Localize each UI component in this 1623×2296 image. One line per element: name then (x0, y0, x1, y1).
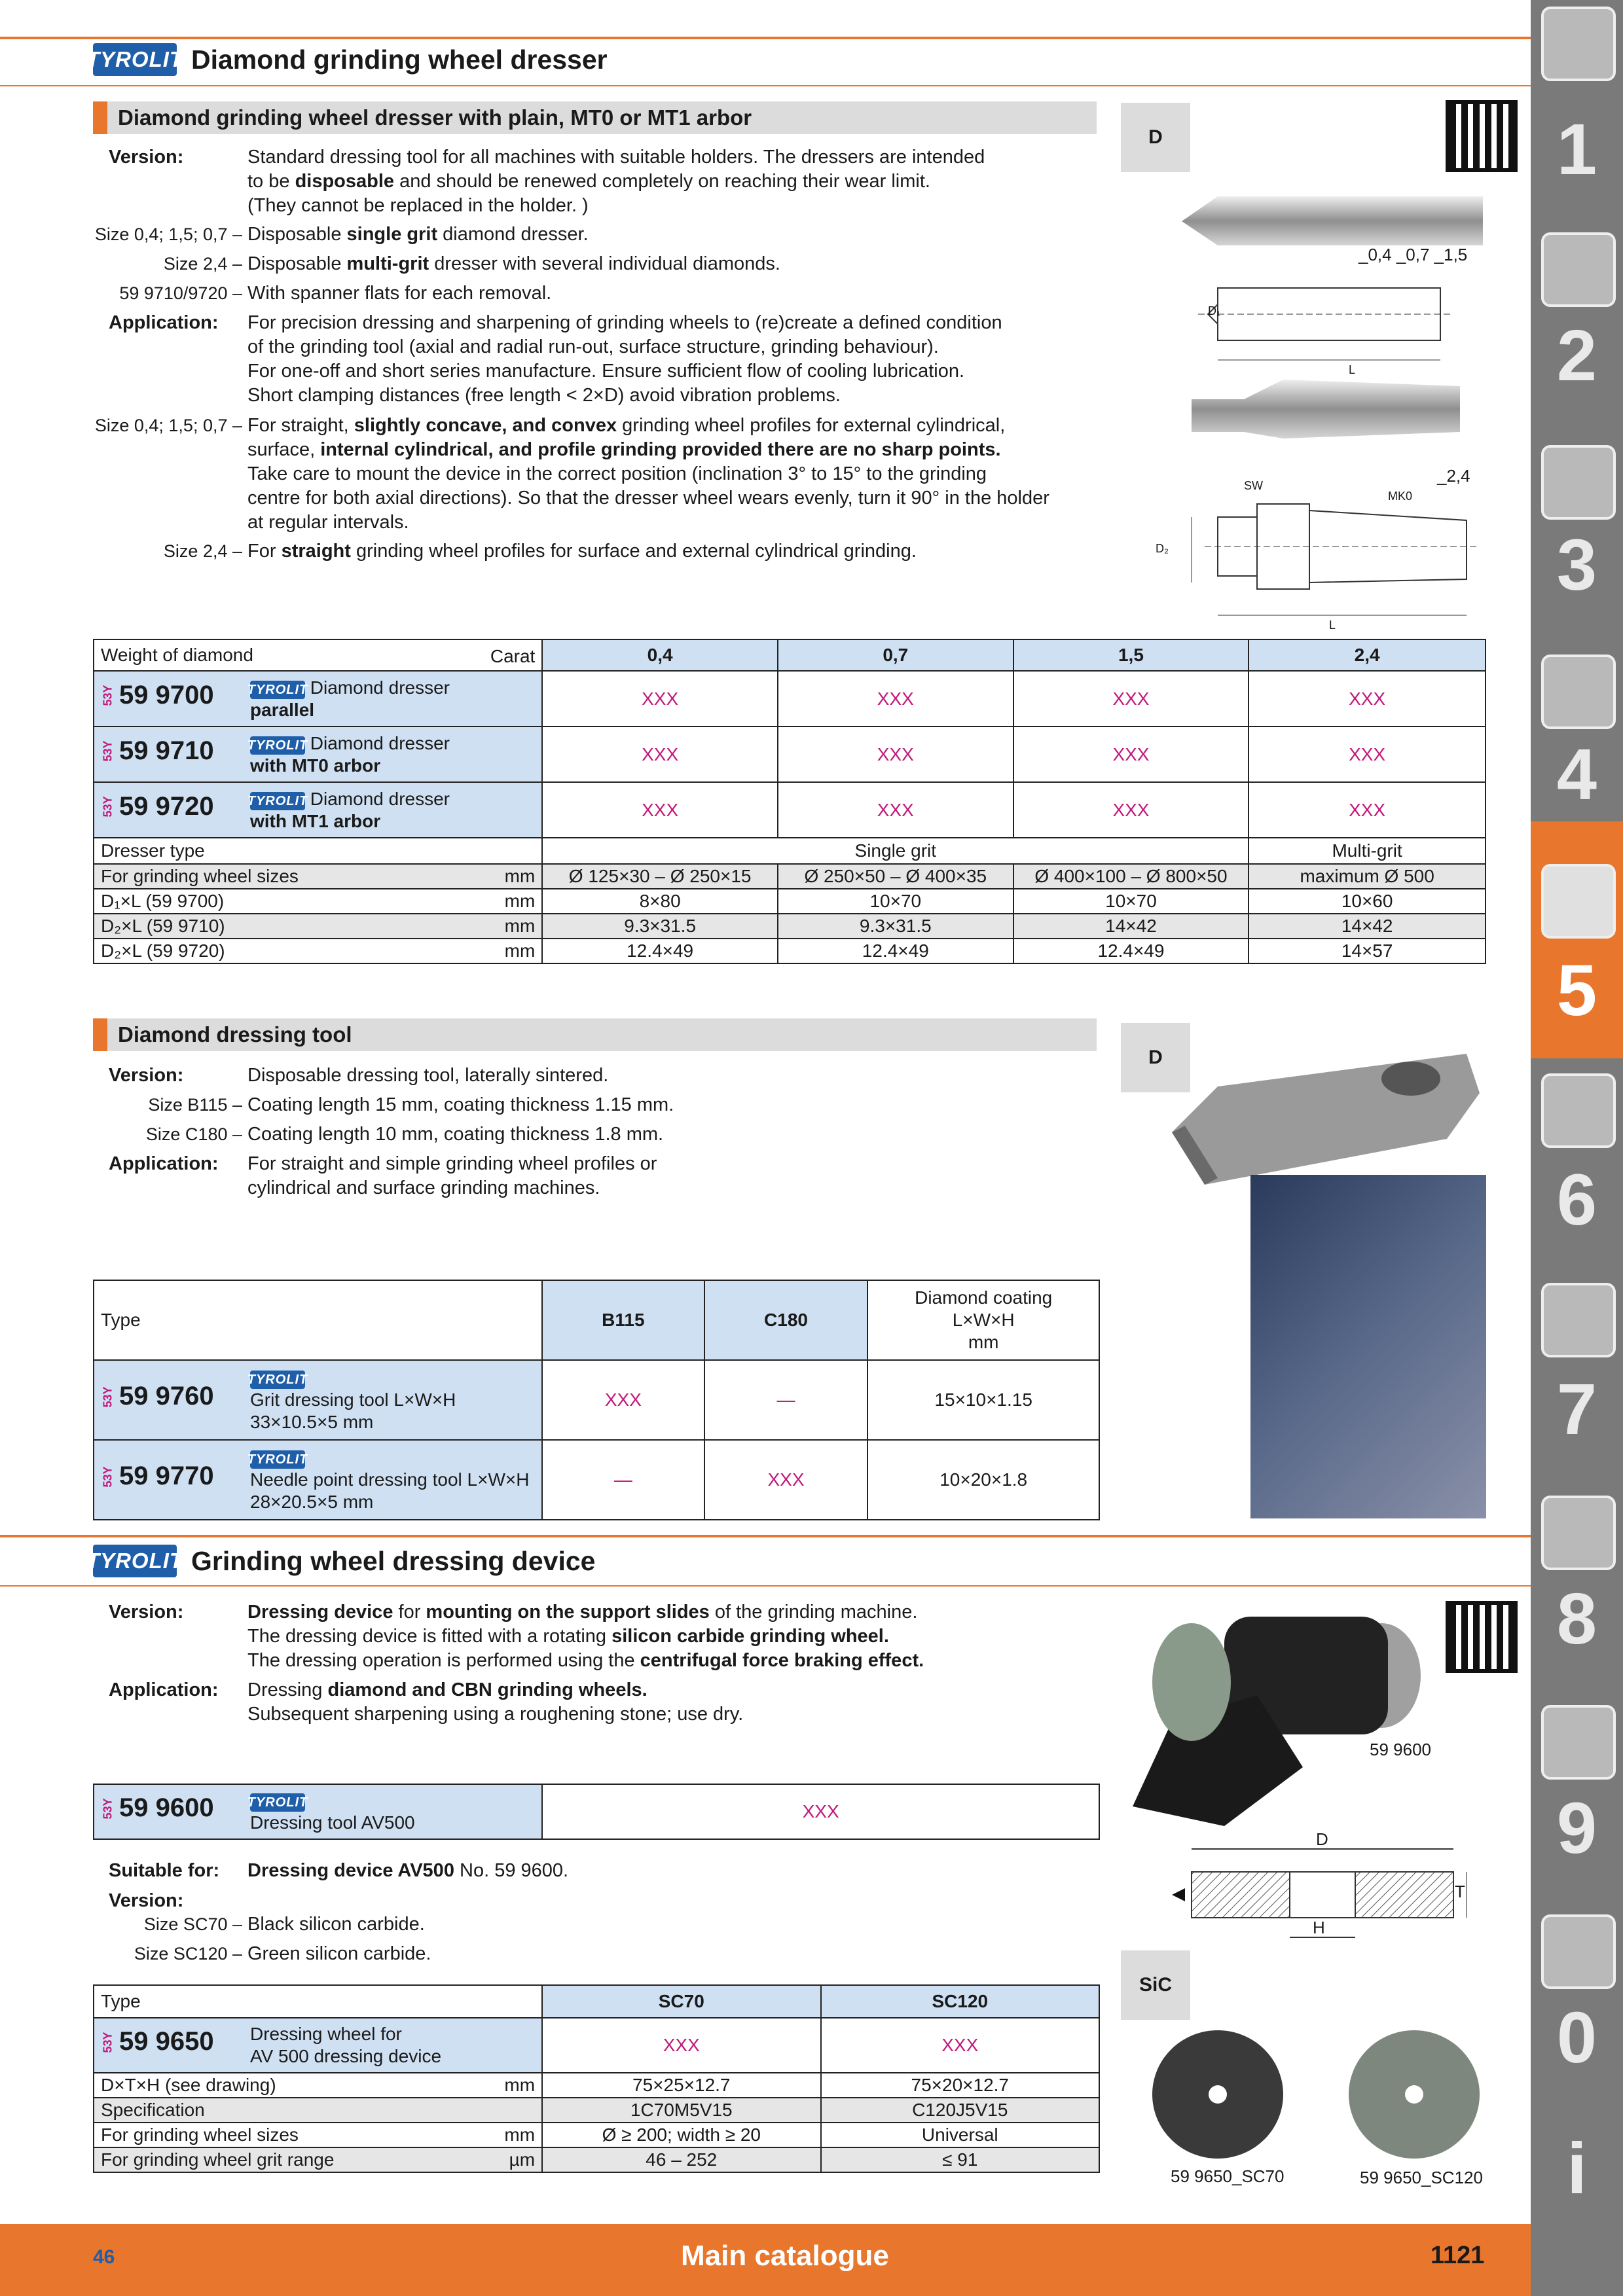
version-text: The dressing operation is performed using the centrifugal force braking effect. (247, 1650, 924, 1671)
dim-label: SW (1244, 479, 1263, 492)
tab-4-caliper-icon[interactable] (1541, 655, 1616, 729)
tab-3[interactable]: 3 (1556, 525, 1597, 605)
size-text: Disposable single grit diamond dresser. (247, 224, 589, 245)
application-text: of the grinding tool (axial and radial run-out, surface structure, grinding behaviour). (247, 336, 939, 357)
application-text: For straight and simple grinding wheel profiles or (247, 1153, 657, 1174)
table-row: For grinding wheel sizes mm Ø 125×30 – Ø 250×15 Ø 250×50 – Ø 400×35 Ø 400×100 – Ø 800×50 maximum Ø 500 (94, 864, 1486, 889)
table-row: D₁×L (59 9700) mm 8×80 10×70 10×70 10×60 (94, 889, 1486, 914)
version-text: Standard dressing tool for all machines with suitable holders. The dressers are intended (247, 147, 985, 168)
size-label: Size SC70 – (143, 1914, 242, 1934)
tab-2[interactable]: 2 (1556, 315, 1597, 396)
table-row (94, 671, 1486, 726)
application-text: Dressing diamond and CBN grinding wheels. (247, 1679, 647, 1700)
dresser-table (93, 639, 1486, 964)
table-row (94, 838, 1486, 864)
availability: XXX (1249, 671, 1486, 726)
subsection-title: Diamond grinding wheel dresser with plain, MT0 or MT1 arbor (118, 105, 752, 130)
tab-6-tools-icon[interactable] (1541, 1073, 1616, 1148)
availability: XXX (542, 782, 778, 838)
dressing-device-photo (1093, 1590, 1434, 1839)
section-title: Diamond grinding wheel dresser (191, 45, 608, 75)
table-row: 53Y 59 9650 Dressing wheel for AV 500 dressing device XXX XXX (94, 2018, 1099, 2073)
diamond-box: D (1121, 1023, 1190, 1092)
availability: XXX (1013, 726, 1249, 782)
device-caption: 59 9600 (1370, 1740, 1431, 1759)
version-text: Disposable dressing tool, laterally sintered. (247, 1065, 609, 1086)
diamond-box: D (1121, 103, 1190, 172)
product-cell: 53Y 59 9710 TYROLIT Diamond dresser with MT0 arbor (94, 726, 542, 782)
application-text: For one-off and short series manufacture. Ensure sufficient flow of cooling lubrication. (247, 361, 965, 382)
availability: XXX (1013, 782, 1249, 838)
wheel-caption: 59 9650_SC120 (1360, 2168, 1483, 2187)
size-text: For straight, slightly concave, and convex grinding wheel profiles for external cylindrical, (247, 415, 1006, 436)
catalogue-title: Main catalogue (681, 2240, 889, 2272)
size-text: Disposable multi-grit dresser with several individual diamonds. (247, 253, 780, 274)
col-header: 1,5 (1013, 639, 1249, 671)
size-label: Size 2,4 – (163, 254, 242, 274)
size-label: Size B115 – (148, 1095, 242, 1115)
dim-label: D₂ (1156, 542, 1169, 555)
size-text: Black silicon carbide. (247, 1914, 425, 1935)
size-text: centre for both axial directions). So that the dresser wheel wears evenly, turn it 90° in the holder (247, 488, 1049, 509)
size-text: For straight grinding wheel profiles for surface and external cylindrical grinding. (247, 541, 917, 562)
qr-code-icon (1446, 1601, 1518, 1673)
tab-9[interactable]: 9 (1556, 1788, 1597, 1869)
tab-4[interactable]: 4 (1556, 734, 1597, 815)
spec-value: Multi-grit (1249, 838, 1486, 864)
tab-7[interactable]: 7 (1556, 1369, 1597, 1450)
qr-code-icon (1446, 100, 1518, 172)
tab-info[interactable]: i (1567, 2128, 1587, 2209)
availability: XXX (1013, 671, 1249, 726)
table-row: D₂×L (59 9720) mm 12.4×49 12.4×49 12.4×49 14×57 (94, 939, 1486, 963)
application-label: Application: (109, 1153, 219, 1174)
page-number-right: 1121 (1431, 2242, 1485, 2269)
size-text: Take care to mount the device in the correct position (inclination 3° to 15° to the grinding (247, 463, 987, 484)
spec-label: Dresser type (94, 838, 542, 864)
suitable-label: Suitable for: (109, 1860, 220, 1881)
col-header: B115 (542, 1280, 704, 1360)
tab-0[interactable]: 0 (1556, 1998, 1597, 2078)
application-text: cylindrical and surface grinding machines. (247, 1177, 600, 1198)
table-row: For grinding wheel sizes mm Ø ≥ 200; width ≥ 20 Universal (94, 2123, 1099, 2147)
size-text: Green silicon carbide. (247, 1943, 431, 1964)
col-header: 2,4 (1249, 639, 1486, 671)
sic-wheels-photo (1149, 2029, 1489, 2166)
tab-5[interactable]: 5 (1556, 950, 1597, 1031)
subsection-bar (93, 101, 1097, 134)
version-text: Dressing device for mounting on the support slides of the grinding machine. (247, 1602, 918, 1623)
subsection-title: Diamond dressing tool (118, 1022, 352, 1047)
availability: XXX (1249, 726, 1486, 782)
dim-label: L (1329, 619, 1336, 632)
application-label: Application: (109, 312, 219, 333)
table-row: Specification 1C70M5V15 C120J5V15 (94, 2098, 1099, 2123)
size-label-drawing: _0,4 _0,7 _1,5 (1359, 245, 1468, 264)
size-label: Size 0,4; 1,5; 0,7 – (94, 416, 242, 435)
size-label: Size 2,4 – (163, 541, 242, 561)
size-text: Coating length 10 mm, coating thickness 1.8 mm. (247, 1124, 664, 1145)
size-label: Size C180 – (145, 1124, 242, 1144)
tab-6[interactable]: 6 (1556, 1160, 1597, 1240)
spec-value: Single grit (542, 838, 1249, 864)
version-label: Version: (109, 147, 184, 168)
size-text: at regular intervals. (247, 512, 409, 533)
table-header: Type (94, 1985, 542, 2018)
version-text: The dressing device is fitted with a rotating silicon carbide grinding wheel. (247, 1626, 889, 1647)
col-header: SC70 (542, 1985, 820, 2018)
top-rule (0, 37, 1531, 39)
dressing-device-table (93, 1784, 1100, 1840)
col-header: 0,4 (542, 639, 778, 671)
availability: XXX (778, 726, 1013, 782)
col-header: 0,7 (778, 639, 1013, 671)
dim-label: L (1349, 363, 1356, 376)
dressing-tool-table (93, 1280, 1100, 1520)
title-rule (0, 1585, 1531, 1587)
application-text: Subsequent sharpening using a roughening stone; use dry. (247, 1704, 744, 1725)
availability: XXX (778, 782, 1013, 838)
sic-box: SiC (1121, 1950, 1190, 2020)
dressing-wheel-table (93, 1984, 1100, 2173)
table-header: Type (94, 1280, 542, 1360)
application-label: Application: (109, 1679, 219, 1700)
subsection-bar (93, 1018, 1097, 1051)
section-title: Grinding wheel dressing device (191, 1546, 596, 1576)
tab-9-cabinet-icon[interactable] (1541, 1705, 1616, 1780)
availability: XXX (542, 726, 778, 782)
table-header: Weight of diamond Carat (94, 639, 542, 671)
page-number-left: 46 (93, 2246, 115, 2268)
table-row: D₂×L (59 9710) mm 9.3×31.5 9.3×31.5 14×42 14×42 (94, 914, 1486, 939)
dim-label: D₁ (1208, 304, 1221, 317)
tab-1[interactable]: 1 (1556, 109, 1597, 190)
application-text: For precision dressing and sharpening of grinding wheels to (re)create a defined condition (247, 312, 1002, 333)
availability: XXX (542, 671, 778, 726)
availability: XXX (1249, 782, 1486, 838)
size-label: Size SC120 – (134, 1944, 242, 1964)
dim-label: MK0 (1388, 490, 1413, 503)
tyrolit-logo: TYROLIT (93, 1545, 177, 1577)
table-row (94, 726, 1486, 782)
size-text: With spanner flats for each removal. (247, 283, 552, 304)
version-label: Version: (109, 1602, 184, 1623)
tab-5-grinding-icon[interactable] (1541, 864, 1616, 939)
dim-label: T (1455, 1882, 1465, 1901)
version-text: (They cannot be replaced in the holder. ) (247, 195, 589, 216)
tab-7-pliers-icon[interactable] (1541, 1283, 1616, 1357)
version-text: to be disposable and should be renewed completely on reaching their wear limit. (247, 171, 930, 192)
title-rule (0, 85, 1531, 86)
dim-label: H (1313, 1918, 1325, 1937)
table-row: 53Y 59 9760TYROLIT Grit dressing tool L×W×H 33×10.5×5 mm XXX — 15×10×1.15 (94, 1360, 1099, 1440)
size-label: Size 0,4; 1,5; 0,7 – (94, 224, 242, 244)
tab-8-workshop-icon[interactable] (1541, 1496, 1616, 1570)
tab-0-safety-icon[interactable] (1541, 1914, 1616, 1989)
dressing-action-photo (1250, 1175, 1486, 1518)
table-row (94, 782, 1486, 838)
tab-1-drill-icon[interactable] (1541, 7, 1616, 81)
tab-8[interactable]: 8 (1556, 1579, 1597, 1659)
product-cell: 53Y 59 9720 TYROLIT Diamond dresser with MT1 arbor (94, 782, 542, 838)
version-label: Version: (109, 1890, 184, 1911)
tab-2-insert-icon[interactable] (1541, 232, 1616, 307)
table-row: For grinding wheel grit range µm 46 – 252 ≤ 91 (94, 2147, 1099, 2172)
size-label: 59 9710/9720 – (119, 283, 242, 303)
suitable-text: Dressing device AV500 No. 59 9600. (247, 1860, 569, 1881)
table-row: 53Y 59 9600 TYROLIT Dressing tool AV500 XXX (94, 1784, 1099, 1839)
application-text: Short clamping distances (free length < 2×D) avoid vibration problems. (247, 385, 841, 406)
size-label-drawing: _2,4 (1437, 466, 1470, 486)
dressing-tool-photo (1159, 1034, 1486, 1185)
size-text: surface, internal cylindrical, and profile grinding provided there are no sharp points. (247, 439, 1001, 460)
product-cell: 53Y 59 9700 TYROLIT Diamond dresser parallel (94, 671, 542, 726)
col-header: Diamond coating L×W×H mm (867, 1280, 1099, 1360)
size-text: Coating length 15 mm, coating thickness 1.15 mm. (247, 1094, 674, 1115)
tab-3-tap-icon[interactable] (1541, 445, 1616, 520)
version-label: Version: (109, 1065, 184, 1086)
dim-label: D (1316, 1829, 1328, 1849)
wheel-caption: 59 9650_SC70 (1171, 2166, 1285, 2186)
section-rule (0, 1535, 1531, 1537)
col-header: SC120 (821, 1985, 1099, 2018)
table-row: 53Y 59 9770TYROLIT Needle point dressing tool L×W×H 28×20.5×5 mm — XXX 10×20×1.8 (94, 1440, 1099, 1520)
table-row: D×T×H (see drawing) mm 75×25×12.7 75×20×12.7 (94, 2073, 1099, 2098)
availability: XXX (778, 671, 1013, 726)
tyrolit-logo: TYROLIT (93, 43, 177, 76)
col-header: C180 (704, 1280, 868, 1360)
